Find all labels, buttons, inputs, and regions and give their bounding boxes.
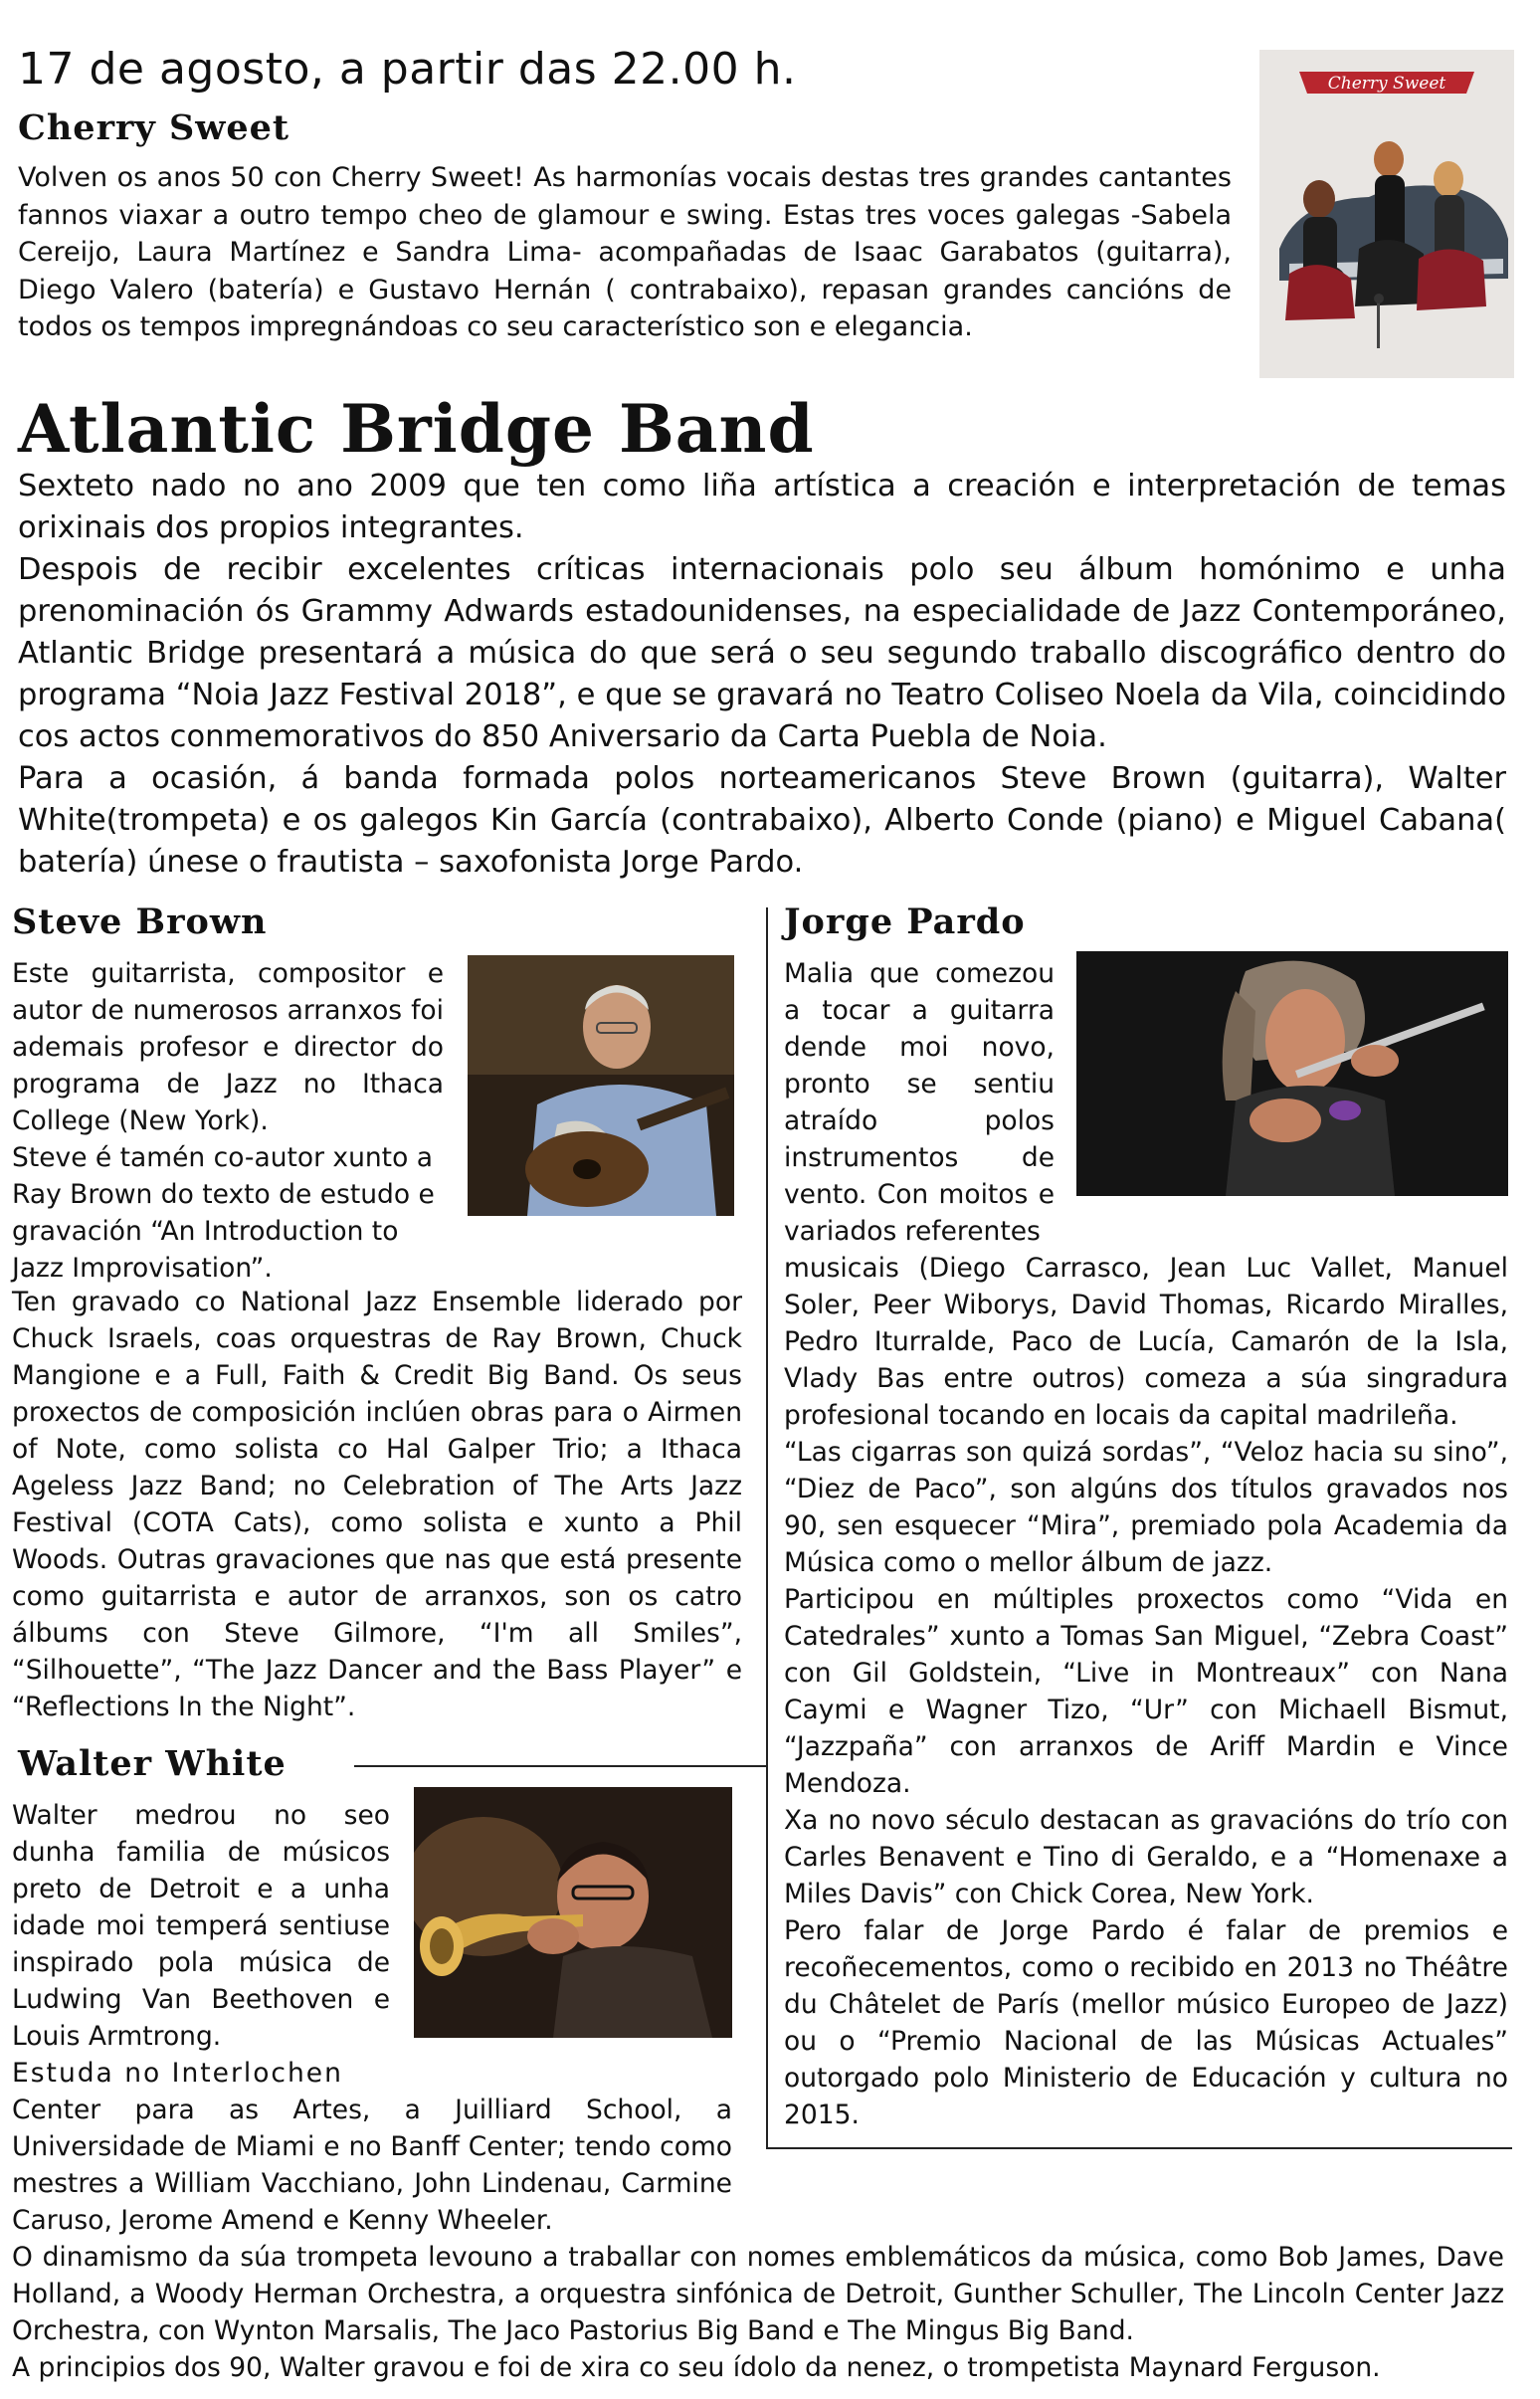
walter-section-rule <box>354 1765 768 1767</box>
jorge-paragraph-1-rest: musicais (Diego Carrasco, Jean Luc Vallet, Manuel Soler, Peer Wiborys, David Thomas, Ricardo Miralles, Pedro Iturralde, Paco de Lucía, Camarón de la Isla, Vlady Bas entre outros) comeza a súa singradura profesional tocando en locais da capital madrileña. <box>784 1253 1508 1431</box>
cherry-sweet-photo <box>1259 50 1514 378</box>
atlantic-paragraph-2: Despois de recibir excelentes críticas internacionais polo seu álbum homónimo e unha prenominación ós Grammy Adwards estadounidenses, na especialidade de Jazz Contemporáneo, Atlantic Bridge presentará a música do que será o seu segundo traballo discográfico dentro do programa “Noia Jazz Festival 2018”, e que se gravará no Teatro Coliseo Noela da Vila, coincidindo cos actos conmemorativos do 850 Aniversario da Carta Puebla de Noia. <box>18 552 1506 754</box>
walter-white-heading: Walter White <box>18 1743 287 1784</box>
jorge-pardo-photo <box>1076 951 1508 1196</box>
atlantic-bridge-heading: Atlantic Bridge Band <box>18 390 815 468</box>
jorge-paragraph-2: “Las cigarras son quizá sordas”, “Veloz hacia su sino”, “Diez de Paco”, son algúns dos títulos gravados nos 90, sen esquecer “Mira”, premiado pola Academia da Música como o mellor álbum de jazz. <box>784 1437 1508 1578</box>
atlantic-bridge-text <box>18 466 1506 884</box>
jorge-pardo-heading: Jorge Pardo <box>784 901 1026 942</box>
jorge-paragraph-3: Participou en múltiples proxectos como “Vida en Catedrales” xunto a Tomas San Miguel, “Zebra Coast” con Gil Goldstein, “Live in Montreaux” con Nana Caymi e Wagner Tizo, “Ur” con Michaell Bismut, “Jazzpaña” con arranxos de Ariff Mardin e Vince Mendoza. <box>784 1584 1508 1799</box>
walter-white-intro <box>12 1797 390 2092</box>
steve-paragraph-3: Ten gravado co National Jazz Ensemble liderado por Chuck Israels, coas orquestras de Ray Brown, Chuck Mangione e a Full, Faith & Credit Big Band. Os seus proxectos de composición inclúen obras para o Airmen of Note, como solista co Hal Galper Trio; a Ithaca Ageless Jazz Band; no Celebration of The Arts Jazz Festival (COTA Cats), como solista e xunto a Phil Woods. Outras gravaciones que nas que está presente como guitarrista e autor de arranxos, son os catro álbums con Steve Gilmore, “I'm all Smiles”, “Silhouette”, “The Jazz Dancer and the Bass Player” e “Reflections In the Night”. <box>12 1287 742 1722</box>
steve-paragraph-1: Este guitarrista, compositor e autor de numerosos arranxos foi ademais profesor e director do programa de Jazz no Ithaca College (New York). <box>12 958 444 1136</box>
walter-paragraph-4: A principios dos 90, Walter gravou e foi de xira co seu ídolo da nenez, o trompetista Maynard Ferguson. <box>12 2352 1381 2383</box>
jorge-pardo-body <box>784 1250 1508 2133</box>
walter-paragraph-1: Walter medrou no seo dunha familia de músicos preto de Detroit e a unha idade moi temperá sentiuse inspirado pola música de Ludwing Van Beethoven e Louis Armtrong. <box>12 1800 390 2052</box>
walter-paragraph-2-start: Estuda no Interlochen <box>12 2058 343 2089</box>
steve-brown-intro <box>12 955 444 1287</box>
cherry-sweet-logo-text: Cherry Sweet <box>1327 74 1446 94</box>
jorge-pardo-intro <box>784 955 1055 1250</box>
cherry-sweet-text: Volven os anos 50 con Cherry Sweet! As harmonías vocais destas tres grandes cantantes fannos viaxar a outro tempo cheo de glamour e swing. Estas tres voces galegas -Sabela Cereijo, Laura Martínez e Sandra Lima- acompañadas de Isaac Garabatos (guitarra), Diego Valero (batería) e Gustavo Hernán ( contrabaixo), repasan grandes cancións de todos os tempos impregnándoas co seu característico son e elegancia. <box>18 162 1232 342</box>
jorge-paragraph-5: Pero falar de Jorge Pardo é falar de premios e recoñecementos, como o recibido en 2013 no Théâtre du Châtelet de París (mellor músico Europeo de Jazz) ou o “Premio Nacional de las Músicas Actuales” outorgado polo Ministerio de Educación y cultura no 2015. <box>784 1915 1508 2130</box>
atlantic-paragraph-3: Para a ocasión, á banda formada polos norteamericanos Steve Brown (guitarra), Walter White(trompeta) e os galegos Kin García (contrabaixo), Alberto Conde (piano) e Miguel Cabana( batería) únese o frautista – saxofonista Jorge Pardo. <box>18 761 1506 880</box>
jorge-paragraph-1-start: Malia que comezou a tocar a guitarra dende moi novo, pronto se sentiu atraído polos instrumentos de vento. Con moitos e variados referentes <box>784 958 1055 1247</box>
jorge-paragraph-4: Xa no novo século destacan as gravacións do trío con Carles Benavent e Tino di Geraldo, e a “Homenaxe a Miles Davis” con Chick Corea, New York. <box>784 1805 1508 1909</box>
event-date-heading: 17 de agosto, a partir das 22.00 h. <box>18 44 797 95</box>
walter-paragraph-2-rest: Center para as Artes, a Juilliard School, a Universidade de Miami e no Banff Center; tendo como mestres a William Vacchiano, John Lindenau, Carmine Caruso, Jerome Amend e Kenny Wheeler. <box>12 2095 732 2236</box>
steve-brown-heading: Steve Brown <box>12 901 268 942</box>
column-divider-vertical <box>766 907 768 2149</box>
atlantic-paragraph-1: Sexteto nado no ano 2009 que ten como liña artística a creación e interpretación de temas orixinais dos propios integrantes. <box>18 469 1506 545</box>
walter-paragraph-3: O dinamismo da súa trompeta levouno a traballar con nomes emblemáticos da música, como Bob James, Dave Holland, a Woody Herman Orchestra, a orquestra sinfónica de Detroit, Gunther Schuller, The Lincoln Center Jazz Orchestra, con Wynton Marsalis, The Jaco Pastorius Big Band e The Mingus Big Band. <box>12 2242 1504 2346</box>
steve-paragraph-2: Steve é tamén co-autor xunto a Ray Brown do texto de estudo e gravación “An Introduction to Jazz Improvisation”. <box>12 1142 435 1284</box>
walter-white-photo <box>414 1787 732 2038</box>
steve-brown-photo <box>468 955 734 1216</box>
cherry-sweet-heading: Cherry Sweet <box>18 107 290 148</box>
jorge-section-rule <box>766 2147 1512 2149</box>
